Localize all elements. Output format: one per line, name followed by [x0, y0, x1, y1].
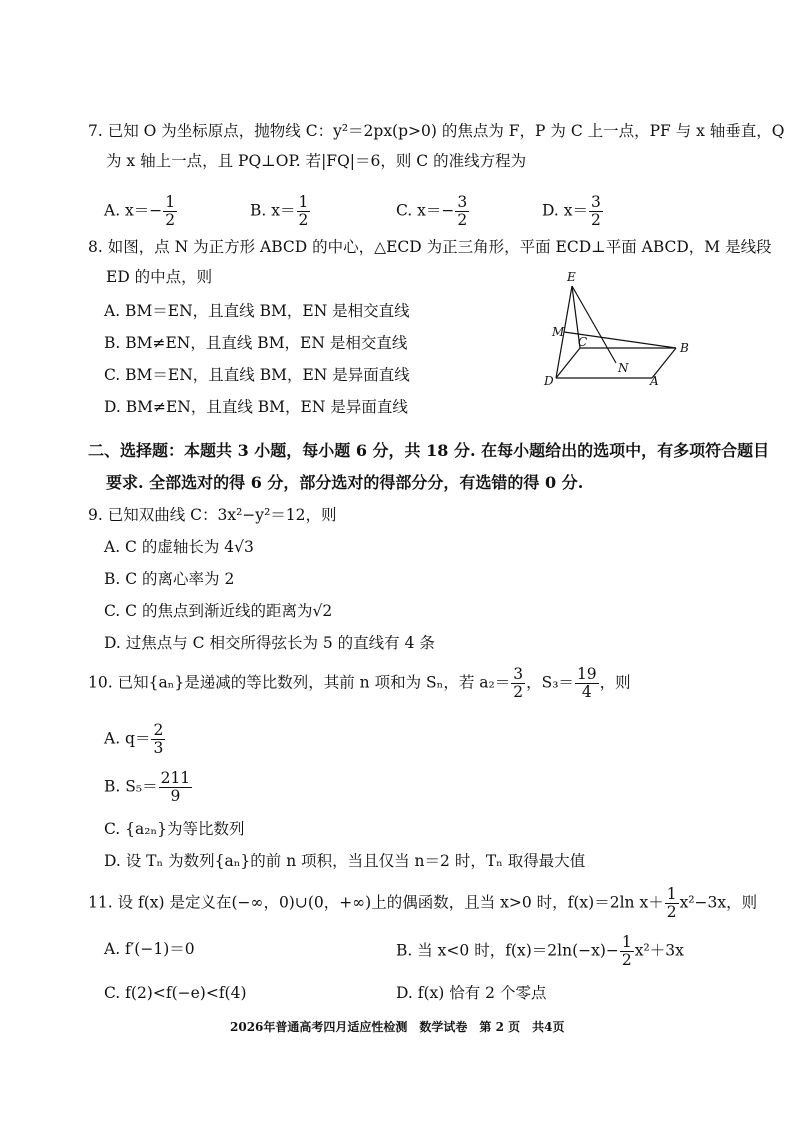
q7-stem-line2: 为 x 轴上一点，且 PQ⊥OP. 若|FQ|＝6，则 C 的准线方程为: [106, 152, 527, 170]
q8-option-a: A. BM＝EN，且直线 BM，EN 是相交直线: [104, 302, 410, 320]
edge-cd: [556, 348, 580, 378]
q8-option-c: C. BM＝EN，且直线 BM，EN 是异面直线: [104, 366, 410, 384]
q10-option-b: B. S₅＝ $\frac{211}{9}$: [104, 769, 191, 806]
section2-heading-line2: 要求. 全部选对的得 6 分，部分选对的得部分分，有选错的得 0 分.: [106, 473, 584, 492]
label-n: N: [618, 361, 629, 375]
label-d: D: [544, 374, 554, 388]
label-b: B: [680, 341, 689, 355]
q8-option-d: D. BM≠EN，且直线 BM，EN 是异面直线: [104, 398, 408, 416]
q11-option-c: C. f(2)<f(−e)<f(4): [104, 984, 247, 1002]
q11-stem: 11. 设 f(x) 是定义在(−∞，0)∪(0，+∞)上的偶函数，且当 x>0 时，f(x)＝2ln x＋ $\frac{1}{2}$ x²−3x，则: [88, 885, 758, 922]
q10-option-c: C. {a₂ₙ}为等比数列: [104, 820, 245, 838]
q10-option-a: A. q＝ $\frac{2}{3}$: [104, 721, 164, 758]
label-c: C: [578, 335, 588, 349]
pyramid-figure: [540, 268, 700, 393]
q9-option-b: B. C 的离心率为 2: [104, 570, 235, 588]
q9-stem: 9. 已知双曲线 C：3x²−y²＝12，则: [88, 506, 337, 524]
q11-option-d: D. f(x) 恰有 2 个零点: [396, 984, 547, 1002]
q7-option-a: A. x＝− $\frac{1}{2}$: [104, 193, 176, 230]
q7-option-b: B. x＝ $\frac{1}{2}$: [250, 193, 309, 230]
q9-option-d: D. 过焦点与 C 相交所得弦长为 5 的直线有 4 条: [104, 634, 435, 652]
q11-option-a: A. f′(−1)＝0: [104, 940, 195, 958]
segment-en: [572, 286, 616, 363]
q9-option-a: A. C 的虚轴长为 4√3: [104, 538, 254, 556]
q8-stem-line2: ED 的中点，则: [106, 268, 213, 286]
q7-stem-line1: 7. 已知 O 为坐标原点，抛物线 C：y²＝2px(p>0) 的焦点为 F，P 为 C 上一点，PF 与 x 轴垂直，Q: [88, 122, 785, 140]
page-footer: 2026年普通高考四月适应性检测 数学试卷 第 2 页 共4页: [230, 1020, 565, 1034]
q10-option-d: D. 设 Tₙ 为数列{aₙ}的前 n 项积，当且仅当 n＝2 时，Tₙ 取得最大值: [104, 852, 586, 870]
label-m: M: [552, 325, 565, 339]
label-a: A: [650, 374, 659, 388]
q8-stem-line1: 8. 如图，点 N 为正方形 ABCD 的中心，△ECD 为正三角形，平面 ECD⊥平面 ABCD，M 是线段: [88, 238, 772, 256]
q9-option-c: C. C 的焦点到渐近线的距离为√2: [104, 602, 333, 620]
section2-heading-line1: 二、选择题：本题共 3 小题，每小题 6 分，共 18 分. 在每小题给出的选项中，有多项符合题目: [88, 441, 770, 460]
q7-option-c: C. x＝− $\frac{3}{2}$: [396, 193, 468, 230]
q11-option-b: B. 当 x<0 时，f(x)＝2ln(−x)− $\frac{1}{2}$ x²＋3x: [396, 933, 684, 970]
q8-option-b: B. BM≠EN，且直线 BM，EN 是相交直线: [104, 334, 408, 352]
q7-option-d: D. x＝ $\frac{3}{2}$: [542, 193, 601, 230]
q10-stem: 10. 已知{aₙ}是递减的等比数列，其前 n 项和为 Sₙ，若 a₂＝ $\frac{3}{2}$ ，S₃＝ $\frac{19}{4}$ ，则: [88, 665, 631, 702]
label-e: E: [567, 270, 576, 284]
